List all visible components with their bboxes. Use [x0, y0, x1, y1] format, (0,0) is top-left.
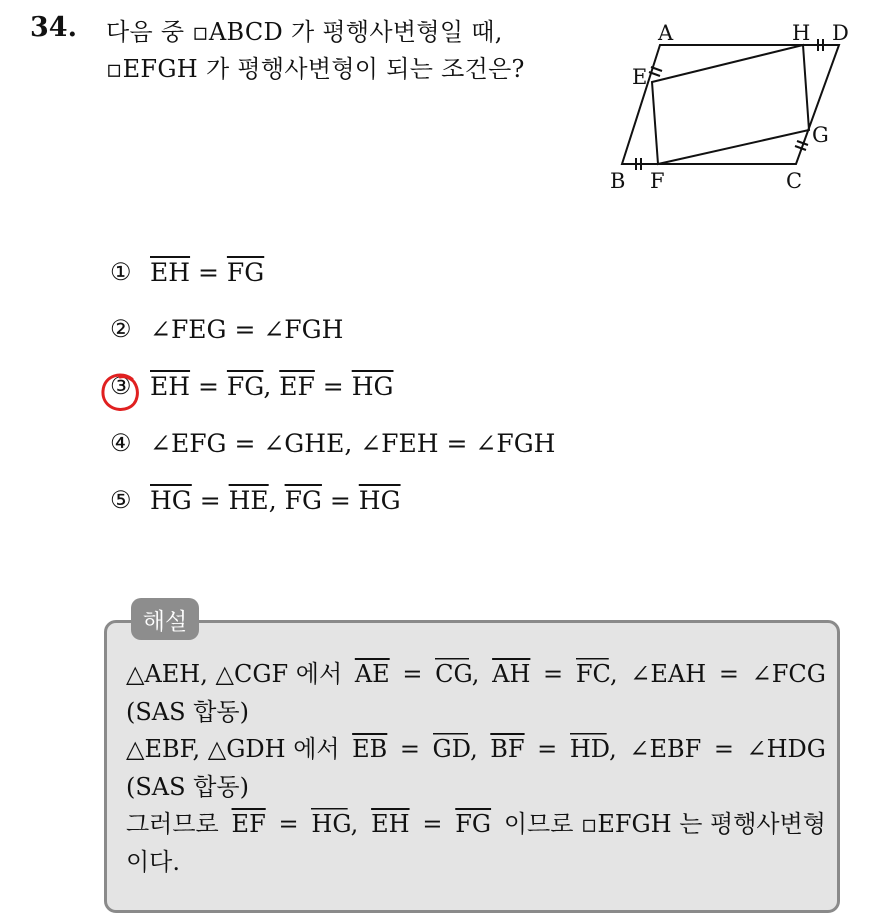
choice-number: ⑤	[110, 486, 132, 514]
choice-3[interactable]	[110, 366, 393, 406]
label-a: A	[658, 21, 674, 45]
solution-line-1: △AEH, △CGF 에서 $\overline{AE}$ = CG, $\overline{AH}$ = FC, ∠EAH = ∠FCG	[126, 656, 826, 694]
question-text	[106, 14, 525, 88]
label-h: H	[792, 21, 811, 45]
label-c: C	[786, 169, 803, 193]
solution-line-2: (SAS 합동)	[126, 697, 249, 726]
label-f: F	[650, 169, 665, 193]
solution-line-6: 이다.	[126, 847, 180, 876]
solution-line-4: (SAS 합동)	[126, 772, 249, 801]
choice-text: ∠EFG = ∠GHE, ∠FEH = ∠FGH	[150, 428, 556, 458]
choice-text: $\overline{HG} = \overline{HE}$, $\overline{FG} = \overline{HG}$	[150, 485, 401, 515]
label-b: B	[610, 169, 626, 193]
choice-number: ③	[110, 372, 150, 400]
choice-1[interactable]	[110, 252, 264, 292]
choice-number: ④	[110, 429, 132, 457]
label-g: G	[812, 123, 829, 147]
choice-number: ②	[110, 315, 132, 343]
choice-text: $\overline{EH} = \overline{FG}$, $\overline{EF} = \overline{HG}$	[150, 371, 394, 401]
label-d: D	[832, 21, 849, 45]
label-e: E	[632, 65, 648, 89]
choice-2[interactable]	[110, 309, 343, 349]
parallelogram-figure	[600, 18, 870, 198]
solution-tab: 해설	[131, 598, 199, 640]
choice-4[interactable]	[110, 423, 555, 463]
question-number: 34.	[30, 12, 77, 43]
question-line-1: 다음 중 ▫ABCD 가 평행사변형일 때,	[106, 18, 503, 46]
question-line-2: ▫EFGH 가 평행사변형이 되는 조건은?	[106, 55, 525, 83]
choice-5[interactable]	[110, 480, 401, 520]
choice-text: $\overline{EH} = \overline{FG}$	[150, 257, 265, 287]
solution-text	[126, 656, 826, 881]
answer-circle-mark	[98, 369, 144, 415]
choice-number: ①	[110, 258, 132, 286]
choice-text: ∠FEG = ∠FGH	[150, 314, 344, 344]
parallelogram-efgh	[652, 45, 809, 164]
solution-line-5: 그러므로 $\overline{EF}$ = HG, $\overline{EH}$ = $\overline{FG}$ 이므로 ▫EFGH 는 평행사변형	[126, 806, 826, 844]
solution-line-3: △EBF, △GDH 에서 $\overline{EB}$ = GD, $\overline{BF}$ = HD, ∠EBF = ∠HDG	[126, 731, 826, 769]
